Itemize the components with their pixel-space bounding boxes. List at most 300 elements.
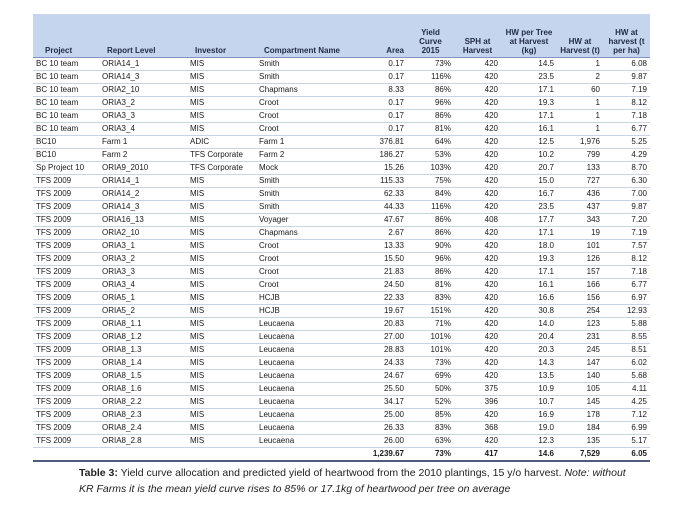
cell-project: BC 10 team (33, 84, 99, 97)
table-row (33, 149, 650, 162)
cell-report-level: ORIA14_2 (99, 188, 187, 201)
cell-investor: MIS (187, 84, 256, 97)
cell-compartment-name: Leucaena (256, 344, 348, 357)
table-row (33, 71, 650, 84)
cell-report-level: ORIA5_2 (99, 305, 187, 318)
cell-report-level: Farm 1 (99, 136, 187, 149)
cell-sph: 420 (454, 292, 501, 305)
cell-sph: 375 (454, 383, 501, 396)
cell-hw-per-tree: 20.7 (501, 162, 557, 175)
cell-hw-per-tree: 14.3 (501, 357, 557, 370)
cell-report-level: ORIA5_1 (99, 292, 187, 305)
cell-yield-curve: 96% (407, 253, 454, 266)
table-row (33, 396, 650, 409)
cell-hw-per-ha: 7.57 (603, 240, 650, 253)
cell-investor: MIS (187, 123, 256, 136)
cell-yield-curve: 116% (407, 71, 454, 84)
cell-investor: MIS (187, 318, 256, 331)
cell-hw-harvest: 140 (557, 370, 603, 383)
cell-hw-per-ha: 8.51 (603, 344, 650, 357)
total-cell-report-level (99, 448, 187, 462)
cell-compartment-name: Smith (256, 201, 348, 214)
cell-investor: MIS (187, 357, 256, 370)
table-row (33, 240, 650, 253)
cell-investor: MIS (187, 435, 256, 448)
cell-hw-per-tree: 20.4 (501, 331, 557, 344)
cell-hw-per-ha: 5.17 (603, 435, 650, 448)
cell-report-level: ORIA2_10 (99, 227, 187, 240)
cell-project: TFS 2009 (33, 227, 99, 240)
caption-text: Yield curve allocation and predicted yield of heartwood from the 2010 plantings, 15 y/o harvest. (117, 467, 565, 479)
table-row (33, 188, 650, 201)
cell-project: BC10 (33, 136, 99, 149)
table-row (33, 409, 650, 422)
cell-report-level: ORIA3_3 (99, 266, 187, 279)
cell-project: BC 10 team (33, 97, 99, 110)
cell-report-level: ORIA3_2 (99, 253, 187, 266)
cell-compartment-name: Leucaena (256, 422, 348, 435)
table-row (33, 370, 650, 383)
cell-hw-harvest: 126 (557, 253, 603, 266)
cell-investor: MIS (187, 344, 256, 357)
table-row (33, 357, 650, 370)
cell-sph: 420 (454, 188, 501, 201)
cell-hw-harvest: 231 (557, 331, 603, 344)
cell-compartment-name: Smith (256, 58, 348, 71)
cell-area: 0.17 (348, 110, 407, 123)
cell-project: TFS 2009 (33, 344, 99, 357)
cell-compartment-name: Leucaena (256, 318, 348, 331)
cell-yield-curve: 86% (407, 110, 454, 123)
table-row (33, 305, 650, 318)
cell-investor: MIS (187, 214, 256, 227)
cell-hw-per-tree: 19.3 (501, 253, 557, 266)
column-header-compartment-name: Compartment Name (256, 14, 348, 58)
cell-area: 26.33 (348, 422, 407, 435)
cell-report-level: ORIA8_1.2 (99, 331, 187, 344)
cell-compartment-name: Leucaena (256, 331, 348, 344)
cell-report-level: ORIA8_1.5 (99, 370, 187, 383)
cell-hw-harvest: 101 (557, 240, 603, 253)
cell-hw-per-tree: 17.7 (501, 214, 557, 227)
cell-report-level: ORIA14_1 (99, 58, 187, 71)
cell-investor: MIS (187, 422, 256, 435)
cell-report-level: ORIA3_4 (99, 279, 187, 292)
cell-yield-curve: 84% (407, 188, 454, 201)
total-cell-project (33, 448, 99, 462)
cell-hw-harvest: 135 (557, 435, 603, 448)
cell-hw-harvest: 254 (557, 305, 603, 318)
cell-compartment-name: Voyager (256, 214, 348, 227)
cell-area: 15.50 (348, 253, 407, 266)
cell-compartment-name: Leucaena (256, 357, 348, 370)
cell-compartment-name: Chapmans (256, 84, 348, 97)
table-row (33, 435, 650, 448)
cell-hw-harvest: 727 (557, 175, 603, 188)
cell-area: 13.33 (348, 240, 407, 253)
cell-project: BC 10 team (33, 58, 99, 71)
cell-compartment-name: Smith (256, 175, 348, 188)
table-row (33, 331, 650, 344)
cell-hw-per-ha: 8.12 (603, 97, 650, 110)
cell-investor: MIS (187, 110, 256, 123)
cell-hw-per-ha: 8.55 (603, 331, 650, 344)
cell-hw-per-tree: 20.3 (501, 344, 557, 357)
cell-sph: 420 (454, 97, 501, 110)
total-cell-hw-per-tree: 14.6 (501, 448, 557, 462)
cell-hw-harvest: 133 (557, 162, 603, 175)
cell-report-level: ORIA8_2.2 (99, 396, 187, 409)
cell-compartment-name: Croot (256, 110, 348, 123)
cell-investor: MIS (187, 253, 256, 266)
cell-hw-per-tree: 30.8 (501, 305, 557, 318)
cell-area: 25.50 (348, 383, 407, 396)
cell-yield-curve: 63% (407, 435, 454, 448)
cell-yield-curve: 81% (407, 123, 454, 136)
cell-hw-per-ha: 7.19 (603, 227, 650, 240)
cell-hw-per-tree: 10.7 (501, 396, 557, 409)
cell-report-level: ORIA8_2.3 (99, 409, 187, 422)
cell-hw-per-tree: 14.5 (501, 58, 557, 71)
column-header-hw-per-ha: HW at harvest (t per ha) (603, 14, 650, 58)
cell-sph: 420 (454, 331, 501, 344)
table-row (33, 214, 650, 227)
table-row (33, 266, 650, 279)
cell-compartment-name: Leucaena (256, 370, 348, 383)
cell-hw-per-tree: 10.9 (501, 383, 557, 396)
cell-investor: MIS (187, 396, 256, 409)
cell-sph: 420 (454, 175, 501, 188)
cell-investor: MIS (187, 97, 256, 110)
cell-area: 34.17 (348, 396, 407, 409)
cell-hw-harvest: 157 (557, 266, 603, 279)
total-cell-area: 1,239.67 (348, 448, 407, 462)
cell-hw-harvest: 1 (557, 123, 603, 136)
cell-area: 44.33 (348, 201, 407, 214)
cell-sph: 420 (454, 58, 501, 71)
cell-area: 0.17 (348, 123, 407, 136)
cell-report-level: ORIA8_1.4 (99, 357, 187, 370)
cell-compartment-name: HCJB (256, 305, 348, 318)
cell-sph: 420 (454, 84, 501, 97)
cell-hw-per-ha: 6.02 (603, 357, 650, 370)
cell-report-level: ORIA8_1.3 (99, 344, 187, 357)
cell-investor: ADIC (187, 136, 256, 149)
cell-hw-harvest: 105 (557, 383, 603, 396)
cell-project: TFS 2009 (33, 409, 99, 422)
cell-hw-harvest: 156 (557, 292, 603, 305)
cell-report-level: ORIA8_1.6 (99, 383, 187, 396)
cell-project: TFS 2009 (33, 292, 99, 305)
cell-project: BC 10 team (33, 110, 99, 123)
cell-report-level: ORIA8_2.8 (99, 435, 187, 448)
cell-sph: 420 (454, 227, 501, 240)
cell-yield-curve: 52% (407, 396, 454, 409)
cell-area: 376.81 (348, 136, 407, 149)
cell-yield-curve: 64% (407, 136, 454, 149)
cell-sph: 420 (454, 344, 501, 357)
cell-compartment-name: Farm 2 (256, 149, 348, 162)
cell-yield-curve: 86% (407, 84, 454, 97)
cell-sph: 420 (454, 110, 501, 123)
cell-area: 22.33 (348, 292, 407, 305)
cell-project: TFS 2009 (33, 357, 99, 370)
cell-yield-curve: 151% (407, 305, 454, 318)
cell-yield-curve: 86% (407, 227, 454, 240)
cell-hw-harvest: 1,976 (557, 136, 603, 149)
cell-hw-harvest: 1 (557, 110, 603, 123)
cell-project: TFS 2009 (33, 240, 99, 253)
cell-compartment-name: Croot (256, 279, 348, 292)
cell-sph: 420 (454, 71, 501, 84)
header-row (33, 14, 650, 58)
table-row (33, 136, 650, 149)
table-body (33, 58, 650, 448)
cell-hw-per-ha: 7.19 (603, 84, 650, 97)
cell-area: 0.17 (348, 71, 407, 84)
cell-sph: 420 (454, 240, 501, 253)
total-cell-compartment-name (256, 448, 348, 462)
cell-yield-curve: 96% (407, 97, 454, 110)
cell-yield-curve: 83% (407, 422, 454, 435)
cell-project: TFS 2009 (33, 331, 99, 344)
cell-investor: MIS (187, 227, 256, 240)
yield-table-figure (33, 14, 650, 497)
cell-project: TFS 2009 (33, 214, 99, 227)
cell-project: TFS 2009 (33, 383, 99, 396)
cell-hw-harvest: 799 (557, 149, 603, 162)
cell-area: 115.33 (348, 175, 407, 188)
cell-report-level: ORIA14_3 (99, 201, 187, 214)
cell-sph: 420 (454, 357, 501, 370)
cell-hw-per-ha: 4.11 (603, 383, 650, 396)
cell-investor: MIS (187, 370, 256, 383)
cell-hw-per-tree: 18.0 (501, 240, 557, 253)
cell-hw-harvest: 1 (557, 97, 603, 110)
cell-hw-per-ha: 9.87 (603, 71, 650, 84)
cell-investor: MIS (187, 292, 256, 305)
cell-hw-per-tree: 23.5 (501, 71, 557, 84)
cell-compartment-name: Smith (256, 71, 348, 84)
cell-report-level: ORIA8_1.1 (99, 318, 187, 331)
cell-hw-harvest: 437 (557, 201, 603, 214)
cell-report-level: ORIA14_3 (99, 71, 187, 84)
cell-area: 24.33 (348, 357, 407, 370)
cell-compartment-name: Chapmans (256, 227, 348, 240)
cell-hw-per-tree: 13.5 (501, 370, 557, 383)
cell-hw-harvest: 2 (557, 71, 603, 84)
cell-hw-per-tree: 12.3 (501, 435, 557, 448)
total-cell-hw-harvest: 7,529 (557, 448, 603, 462)
cell-project: TFS 2009 (33, 396, 99, 409)
cell-yield-curve: 71% (407, 318, 454, 331)
cell-hw-harvest: 343 (557, 214, 603, 227)
cell-area: 24.67 (348, 370, 407, 383)
cell-area: 0.17 (348, 58, 407, 71)
cell-compartment-name: Croot (256, 123, 348, 136)
cell-report-level: ORIA14_1 (99, 175, 187, 188)
total-cell-hw-per-ha: 6.05 (603, 448, 650, 462)
cell-project: TFS 2009 (33, 370, 99, 383)
cell-area: 26.00 (348, 435, 407, 448)
cell-yield-curve: 75% (407, 175, 454, 188)
cell-compartment-name: Smith (256, 188, 348, 201)
cell-hw-per-tree: 14.0 (501, 318, 557, 331)
cell-hw-harvest: 147 (557, 357, 603, 370)
cell-hw-harvest: 184 (557, 422, 603, 435)
table-caption (79, 466, 639, 497)
table-row (33, 344, 650, 357)
cell-investor: MIS (187, 201, 256, 214)
cell-hw-harvest: 178 (557, 409, 603, 422)
column-header-project: Project (33, 14, 99, 58)
table-row (33, 84, 650, 97)
cell-report-level: ORIA2_10 (99, 84, 187, 97)
cell-sph: 420 (454, 123, 501, 136)
cell-hw-harvest: 245 (557, 344, 603, 357)
cell-sph: 420 (454, 149, 501, 162)
cell-hw-harvest: 123 (557, 318, 603, 331)
cell-hw-per-ha: 7.20 (603, 214, 650, 227)
cell-hw-per-tree: 16.9 (501, 409, 557, 422)
cell-compartment-name: Farm 1 (256, 136, 348, 149)
cell-area: 0.17 (348, 97, 407, 110)
table-row (33, 279, 650, 292)
cell-hw-per-tree: 16.1 (501, 123, 557, 136)
cell-hw-per-ha: 6.08 (603, 58, 650, 71)
cell-hw-harvest: 19 (557, 227, 603, 240)
cell-report-level: Farm 2 (99, 149, 187, 162)
cell-hw-per-tree: 12.5 (501, 136, 557, 149)
cell-yield-curve: 69% (407, 370, 454, 383)
cell-hw-per-ha: 6.77 (603, 279, 650, 292)
cell-yield-curve: 73% (407, 357, 454, 370)
cell-investor: MIS (187, 240, 256, 253)
cell-yield-curve: 53% (407, 149, 454, 162)
cell-hw-per-ha: 12.93 (603, 305, 650, 318)
cell-compartment-name: Leucaena (256, 383, 348, 396)
cell-hw-per-ha: 6.30 (603, 175, 650, 188)
cell-project: BC 10 team (33, 71, 99, 84)
cell-investor: MIS (187, 409, 256, 422)
total-cell-yield-curve: 73% (407, 448, 454, 462)
cell-project: TFS 2009 (33, 266, 99, 279)
cell-area: 62.33 (348, 188, 407, 201)
cell-hw-per-tree: 16.7 (501, 188, 557, 201)
cell-area: 24.50 (348, 279, 407, 292)
cell-hw-per-tree: 19.3 (501, 97, 557, 110)
cell-hw-harvest: 436 (557, 188, 603, 201)
cell-area: 2.67 (348, 227, 407, 240)
table-row (33, 201, 650, 214)
cell-investor: MIS (187, 58, 256, 71)
cell-hw-harvest: 60 (557, 84, 603, 97)
cell-hw-per-ha: 7.00 (603, 188, 650, 201)
cell-project: BC10 (33, 149, 99, 162)
cell-compartment-name: Mock (256, 162, 348, 175)
cell-sph: 420 (454, 201, 501, 214)
cell-hw-per-ha: 6.99 (603, 422, 650, 435)
table-row (33, 318, 650, 331)
cell-yield-curve: 90% (407, 240, 454, 253)
table-row (33, 58, 650, 71)
cell-area: 47.67 (348, 214, 407, 227)
cell-yield-curve: 73% (407, 58, 454, 71)
table-row (33, 162, 650, 175)
cell-yield-curve: 85% (407, 409, 454, 422)
cell-hw-harvest: 1 (557, 58, 603, 71)
total-row (33, 448, 650, 462)
cell-sph: 420 (454, 266, 501, 279)
cell-hw-harvest: 166 (557, 279, 603, 292)
cell-hw-per-ha: 4.29 (603, 149, 650, 162)
cell-sph: 420 (454, 253, 501, 266)
cell-sph: 368 (454, 422, 501, 435)
total-cell-investor (187, 448, 256, 462)
cell-sph: 420 (454, 370, 501, 383)
column-header-hw-harvest: HW at Harvest (t) (557, 14, 603, 58)
cell-investor: MIS (187, 175, 256, 188)
cell-hw-per-ha: 5.25 (603, 136, 650, 149)
cell-sph: 420 (454, 279, 501, 292)
cell-project: TFS 2009 (33, 188, 99, 201)
cell-hw-per-ha: 6.97 (603, 292, 650, 305)
cell-hw-per-tree: 16.1 (501, 279, 557, 292)
cell-yield-curve: 50% (407, 383, 454, 396)
total-cell-sph: 417 (454, 448, 501, 462)
cell-hw-per-ha: 8.70 (603, 162, 650, 175)
column-header-sph: SPH at Harvest (454, 14, 501, 58)
caption-note: Note: without KR Farms it is the mean yield curve rises to 85% or 17.1kg of heartwood per tree on average (79, 467, 626, 495)
cell-investor: MIS (187, 383, 256, 396)
cell-area: 186.27 (348, 149, 407, 162)
cell-hw-per-tree: 10.2 (501, 149, 557, 162)
cell-compartment-name: HCJB (256, 292, 348, 305)
cell-sph: 408 (454, 214, 501, 227)
cell-investor: MIS (187, 279, 256, 292)
caption-label: Table 3: (79, 467, 118, 479)
cell-investor: MIS (187, 331, 256, 344)
cell-report-level: ORIA3_3 (99, 110, 187, 123)
table-row (33, 175, 650, 188)
cell-project: TFS 2009 (33, 279, 99, 292)
cell-hw-per-ha: 4.25 (603, 396, 650, 409)
cell-compartment-name: Croot (256, 97, 348, 110)
table-row (33, 123, 650, 136)
cell-hw-per-tree: 15.0 (501, 175, 557, 188)
table-row (33, 253, 650, 266)
cell-compartment-name: Croot (256, 253, 348, 266)
cell-hw-per-tree: 17.1 (501, 227, 557, 240)
cell-hw-per-ha: 8.12 (603, 253, 650, 266)
cell-sph: 420 (454, 435, 501, 448)
cell-sph: 420 (454, 409, 501, 422)
table-header (33, 14, 650, 58)
cell-area: 15.26 (348, 162, 407, 175)
cell-report-level: ORIA9_2010 (99, 162, 187, 175)
table-row (33, 227, 650, 240)
cell-yield-curve: 101% (407, 344, 454, 357)
cell-hw-per-tree: 19.0 (501, 422, 557, 435)
cell-sph: 420 (454, 136, 501, 149)
cell-yield-curve: 116% (407, 201, 454, 214)
cell-hw-per-ha: 5.88 (603, 318, 650, 331)
cell-investor: MIS (187, 188, 256, 201)
cell-hw-per-tree: 16.6 (501, 292, 557, 305)
cell-area: 8.33 (348, 84, 407, 97)
cell-investor: TFS Corporate (187, 149, 256, 162)
cell-project: TFS 2009 (33, 422, 99, 435)
